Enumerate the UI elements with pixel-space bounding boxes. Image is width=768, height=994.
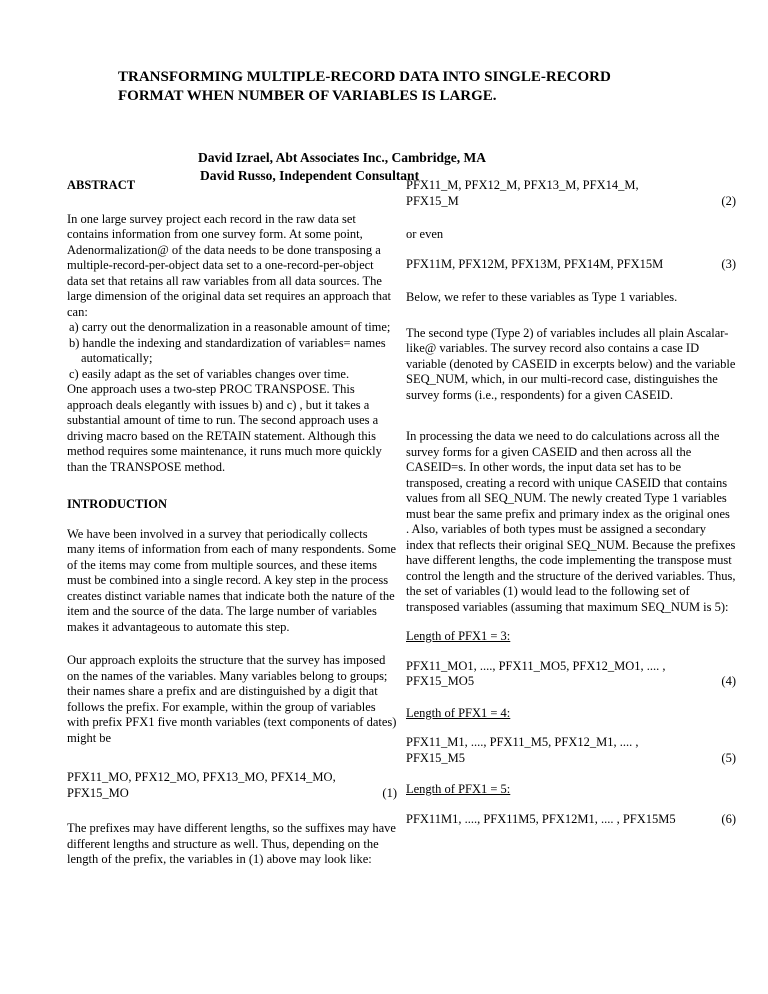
right-column: [406, 178, 736, 841]
type2-paragraph: The second type (Type 2) of variables includes all plain Ascalar-like@ variables. The survey record also contains a case ID variable (denoted by CASEID in excerpts below) and the variable SEQ_NUM, which, in our multi-record case, distinguishes the survey forms (i.e., respondents) for a given CASEID.: [406, 325, 736, 402]
abstract-item-a: a) carry out the denormalization in a reasonable amount of time;: [69, 320, 391, 334]
equation-1-expr: PFX11_MO, PFX12_MO, PFX13_MO, PFX14_MO, PFX15_MO: [67, 770, 336, 800]
type1-text: Below, we refer to these variables as Type 1 variables.: [406, 290, 678, 304]
equation-6-expr: PFX11M1, ...., PFX11M5, PFX12M1, .... , PFX15M5: [406, 811, 676, 826]
introduction-paragraph-1: We have been involved in a survey that periodically collects many items of information from each of many respondents. Some of the items may come from multiple sources, and these items must be combined into a single record. A key step in the process creates distinct variable names that indicate both the nature of the item and the source of the data. The large number of variables makes it advantageous to automate this step.: [67, 526, 397, 634]
introduction-heading: INTRODUCTION: [67, 497, 168, 511]
abstract-list: [67, 320, 397, 382]
paper-title: [118, 68, 638, 106]
abstract-outro: One approach uses a two-step PROC TRANSPOSE. This approach deals elegantly with issues b) and c) , but it takes a substantial amount of time to run. The second approach uses a driving macro based on the RETAIN statement. Although this method requires some maintenance, it runs much more quickly than the TRANSPOSE method.: [67, 382, 382, 474]
equation-1-number: (1): [382, 785, 397, 800]
equation-4-expr: PFX11_MO1, ...., PFX11_MO5, PFX12_MO1, .... , PFX15_MO5: [406, 658, 666, 688]
equation-5-number: (5): [721, 750, 736, 765]
equation-2: [406, 178, 736, 209]
equation-4-number: (4): [721, 674, 736, 688]
abstract-heading: ABSTRACT: [67, 178, 136, 192]
abstract-intro: In one large survey project each record in the raw data set contains information from one survey form. At some point, Adenormalization@ of the data needs to be done transposing a multiple-record-per-object data set to a one-record-per-object data set that retains all raw variables from all data sources. The large dimension of the original data set requires an approach that can:: [67, 211, 391, 319]
or-even-text: or even: [406, 227, 444, 241]
length-4-label: Length of PFX1 = 4:: [406, 705, 511, 720]
equation-5-expr: PFX11_M1, ...., PFX11_M5, PFX12_M1, .... , PFX15_M5: [406, 735, 639, 765]
equation-3-expr: PFX11M, PFX12M, PFX13M, PFX14M, PFX15M: [406, 256, 664, 271]
equation-6-number: (6): [721, 811, 736, 826]
introduction-paragraph-3: The prefixes may have different lengths, so the suffixes may have different lengths and structure as well. Thus, depending on the length of the prefix, the variables in (1) above may look like:: [67, 821, 396, 866]
length-3-label: Length of PFX1 = 3:: [406, 629, 511, 643]
author-line-2: David Russo, Independent Consultant: [200, 168, 420, 183]
introduction-paragraph-2: Our approach exploits the structure that the survey has imposed on the names of the variables. Many variables belong to groups; their names share a prefix and are distinguished by a digit that follows the prefix. For example, within the group of variables with prefix PFX1 five month variables (text components of dates) might be: [67, 653, 397, 745]
equation-2-expr: PFX11_M, PFX12_M, PFX13_M, PFX14_M, PFX15_M: [406, 178, 639, 208]
equation-1: [67, 770, 397, 801]
author-line-1: David Izrael, Abt Associates Inc., Cambridge, MA: [198, 150, 486, 165]
title-line-2: FORMAT WHEN NUMBER OF VARIABLES IS LARGE.: [118, 88, 497, 104]
processing-paragraph: In processing the data we need to do calculations across all the survey forms for a given CASEID and then across all the CASEID=s. In other words, the input data set has to be transposed, creating a record with unique CASEID that contains values from all SEQ_NUM. The newly created Type 1 variables must bear the same prefix and primary index as the original ones . Also, variables of both types must be assigned a secondary index that reflects their original SEQ_NUM. Because the prefixes have different lengths, the code implementing the transpose must control the length and the structure of the derived variables. Thus, the set of variables (1) would lead to the following set of transposed variables (assuming that maximum SEQ_NUM is 5):: [406, 429, 736, 614]
equation-6: [406, 812, 736, 828]
title-line-1: TRANSFORMING MULTIPLE-RECORD DATA INTO SINGLE-RECORD: [118, 69, 611, 85]
equation-2-number: (2): [721, 193, 736, 208]
abstract-item-c: c) easily adapt as the set of variables changes over time.: [69, 366, 350, 381]
equation-4: [406, 659, 736, 690]
left-column: [67, 178, 397, 882]
length-5-label: Length of PFX1 = 5:: [406, 782, 511, 796]
equation-3: [406, 257, 736, 273]
equation-5: [406, 735, 736, 766]
equation-3-number: (3): [721, 256, 736, 271]
abstract-item-b: b) handle the indexing and standardization of variables= names automatically;: [69, 335, 386, 365]
